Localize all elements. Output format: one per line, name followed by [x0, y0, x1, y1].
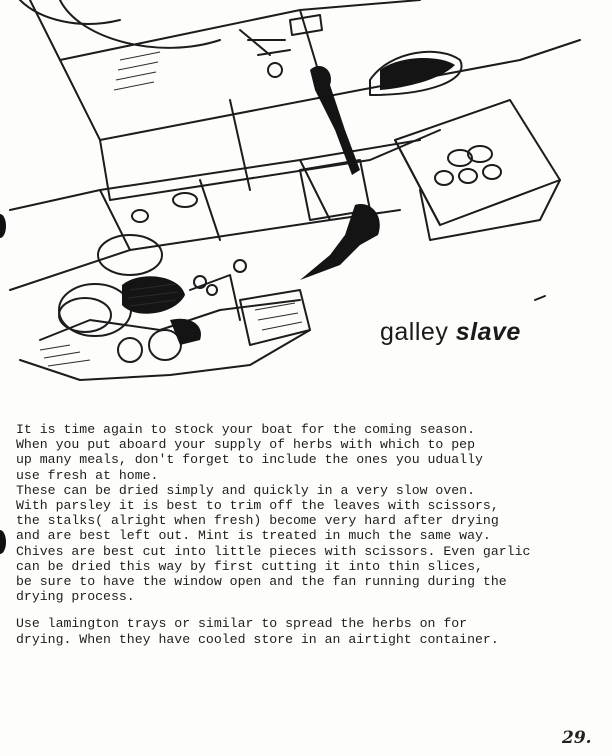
title-emphasis: slave: [455, 318, 521, 346]
punch-hole-bottom: [0, 530, 6, 554]
title-plain: galley: [380, 318, 456, 346]
article-body: [16, 422, 608, 647]
body-line: the stalks( alright when fresh) become very hard after drying: [16, 513, 499, 529]
body-line: Chives are best cut into little pieces with scissors. Even garlic: [16, 543, 531, 559]
body-line: be sure to have the window open and the fan running during the: [16, 574, 507, 590]
body-line: drying process.: [16, 589, 135, 605]
body-line: It is time again to stock your boat for the coming season.: [16, 422, 475, 437]
body-line: up many meals, don't forget to include the ones you udually: [16, 452, 483, 468]
body-line: With parsley it is best to trim off the leaves with scissors,: [16, 498, 499, 514]
body-line: drying. When they have cooled store in an airtight container.: [16, 631, 499, 647]
paragraph-gap: [16, 604, 608, 616]
body-line: These can be dried simply and quickly in a very slow oven.: [16, 482, 475, 498]
page-number: 29.: [562, 728, 592, 748]
body-line: use fresh at home.: [16, 467, 159, 483]
article-title: [380, 318, 521, 347]
body-line: When you put aboard your supply of herbs with which to pep: [16, 437, 475, 453]
body-line: can be dried this way by first cutting it into thin slices,: [16, 558, 483, 574]
body-line: Use lamington trays or similar to spread the herbs on for: [16, 616, 468, 632]
body-line: and are best left out. Mint is treated in much the same way.: [16, 528, 491, 544]
